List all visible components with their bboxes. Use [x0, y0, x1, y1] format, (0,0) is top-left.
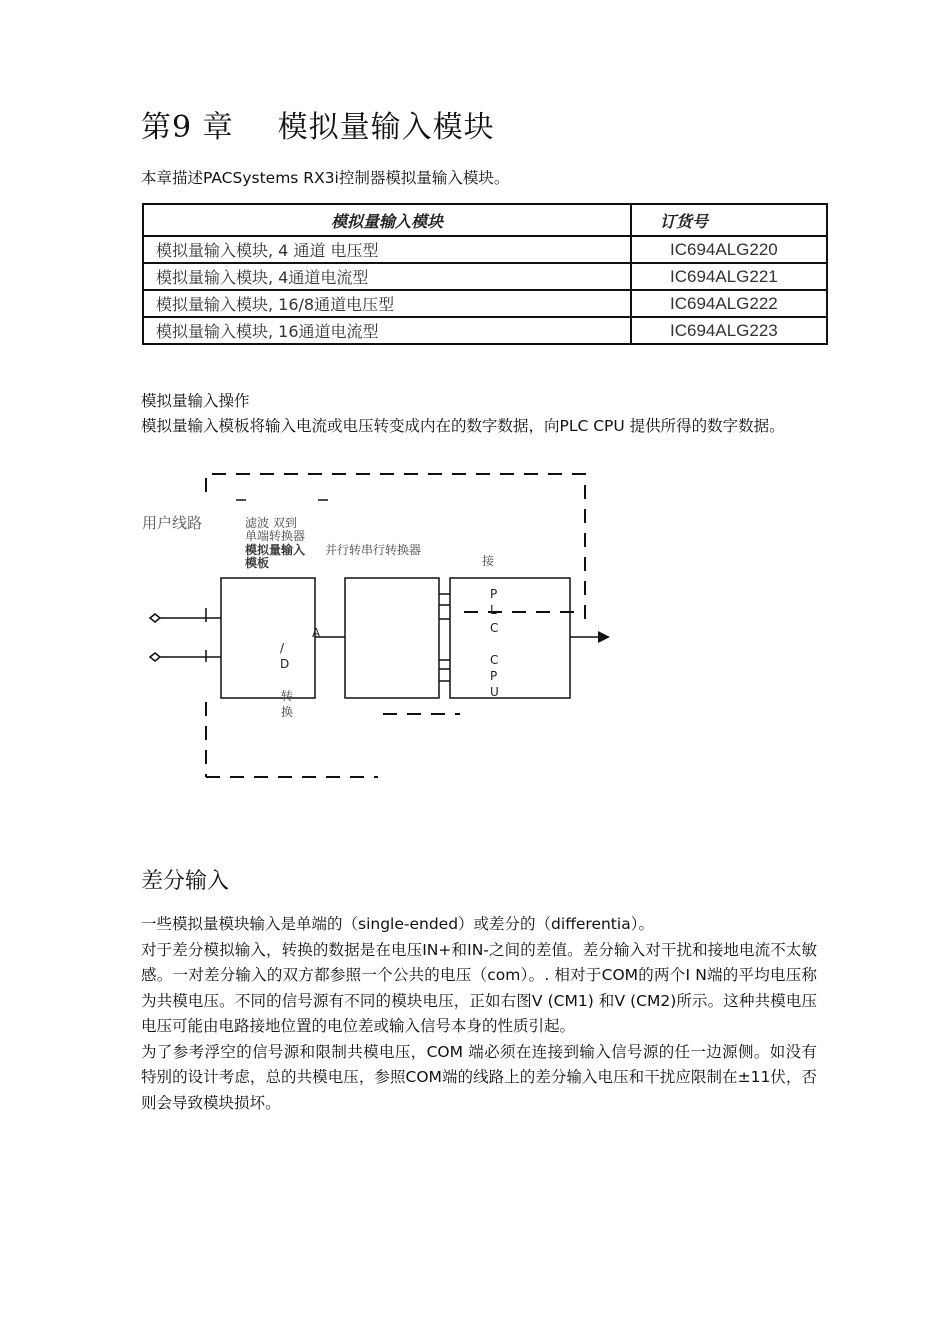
paragraph: 对于差分模拟输入，转换的数据是在电压IN+和IN-之间的差值。差分输入对干扰和接地电流不太敏感。一对差分输入的双方都参照一个公共的电压（com）。. 相对于COM的两个I N端的平均电压称为共模电压。不同的信号源有不同的模块电压，正如右图V (CM1) 和V (CM2)所示。这种共模电压电压可能由电路接地位置的电位差或输入信号本身的性质引起。 — [141, 940, 817, 1035]
module-name-cell: 模拟量输入模块, 16通道电流型 — [143, 317, 631, 344]
paragraph: 为了参考浮空的信号源和限制共模电压，COM 端必须在连接到输入信号源的任一边源侧。如没有特别的设计考虑，总的共模电压，参照COM端的线路上的差分输入电压和干扰应限制在±11伏，否则会导致模块损坏。 — [141, 1042, 817, 1112]
plc-letter: P — [490, 669, 498, 683]
header-order-number: 订货号 — [631, 204, 827, 236]
table-row — [143, 236, 827, 263]
interface-label: 接 — [482, 554, 495, 568]
intro-text: 本章描述PACSystems RX3i控制器模拟量输入模块。 — [141, 169, 510, 187]
order-number-cell: IC694ALG222 — [631, 290, 827, 317]
ad-converter-block — [221, 578, 315, 698]
order-number-cell: IC694ALG223 — [631, 317, 827, 344]
header-module: 模拟量输入模块 — [143, 204, 631, 236]
table-row — [143, 263, 827, 290]
operation-text: 模拟量输入模板将输入电流或电压转变成内在的数字数据，向PLC CPU 提供所得的数字数据。 — [141, 417, 785, 435]
module-name-cell: 模拟量输入模块, 16/8通道电压型 — [143, 290, 631, 317]
module-label-line2: 模板 — [245, 556, 270, 570]
ad-label-d: D — [280, 657, 290, 671]
plc-letter: C — [490, 653, 499, 667]
module-table — [142, 203, 828, 345]
operation-title: 模拟量输入操作 — [141, 392, 250, 410]
ad-label-slash: / — [280, 641, 285, 655]
ad-label-conv2: 换 — [281, 705, 294, 719]
ad-label-conv1: 转 — [281, 689, 294, 703]
parallel-serial-label: 并行转串行转换器 — [325, 543, 422, 557]
chapter-name: 模拟量输入模块 — [277, 110, 495, 145]
plc-letter: C — [490, 621, 499, 635]
order-number-cell: IC694ALG221 — [631, 263, 827, 290]
input-terminals — [150, 614, 160, 661]
table-row — [143, 290, 827, 317]
plc-letter: L — [490, 603, 497, 617]
module-name-cell: 模拟量输入模块, 4 通道 电压型 — [143, 236, 631, 263]
output-arrow — [598, 631, 610, 643]
differential-text — [141, 912, 817, 1116]
module-label-line1: 模拟量输入 — [245, 543, 306, 557]
user-wiring-label: 用户线路 — [142, 514, 203, 532]
block-diagram — [130, 462, 630, 792]
chapter-title — [141, 108, 495, 148]
filter-label-line1: 滤波 双到 — [245, 516, 297, 530]
plc-letter: P — [490, 587, 498, 601]
chapter-number: 第9 章 — [141, 110, 234, 145]
plc-interface-block — [450, 578, 570, 698]
paragraph: 一些模拟量模块输入是单端的（single-ended）或差分的（differentia）。 — [141, 915, 654, 933]
module-name-cell: 模拟量输入模块, 4通道电流型 — [143, 263, 631, 290]
order-number-cell: IC694ALG220 — [631, 236, 827, 263]
filter-label-line2: 单端转换器 — [245, 529, 306, 543]
table-row — [143, 317, 827, 344]
table-header-row — [143, 204, 827, 236]
parallel-serial-block — [345, 578, 439, 698]
plc-letter: U — [490, 685, 499, 699]
ad-label-a: A — [312, 626, 321, 640]
differential-title: 差分输入 — [141, 869, 230, 894]
